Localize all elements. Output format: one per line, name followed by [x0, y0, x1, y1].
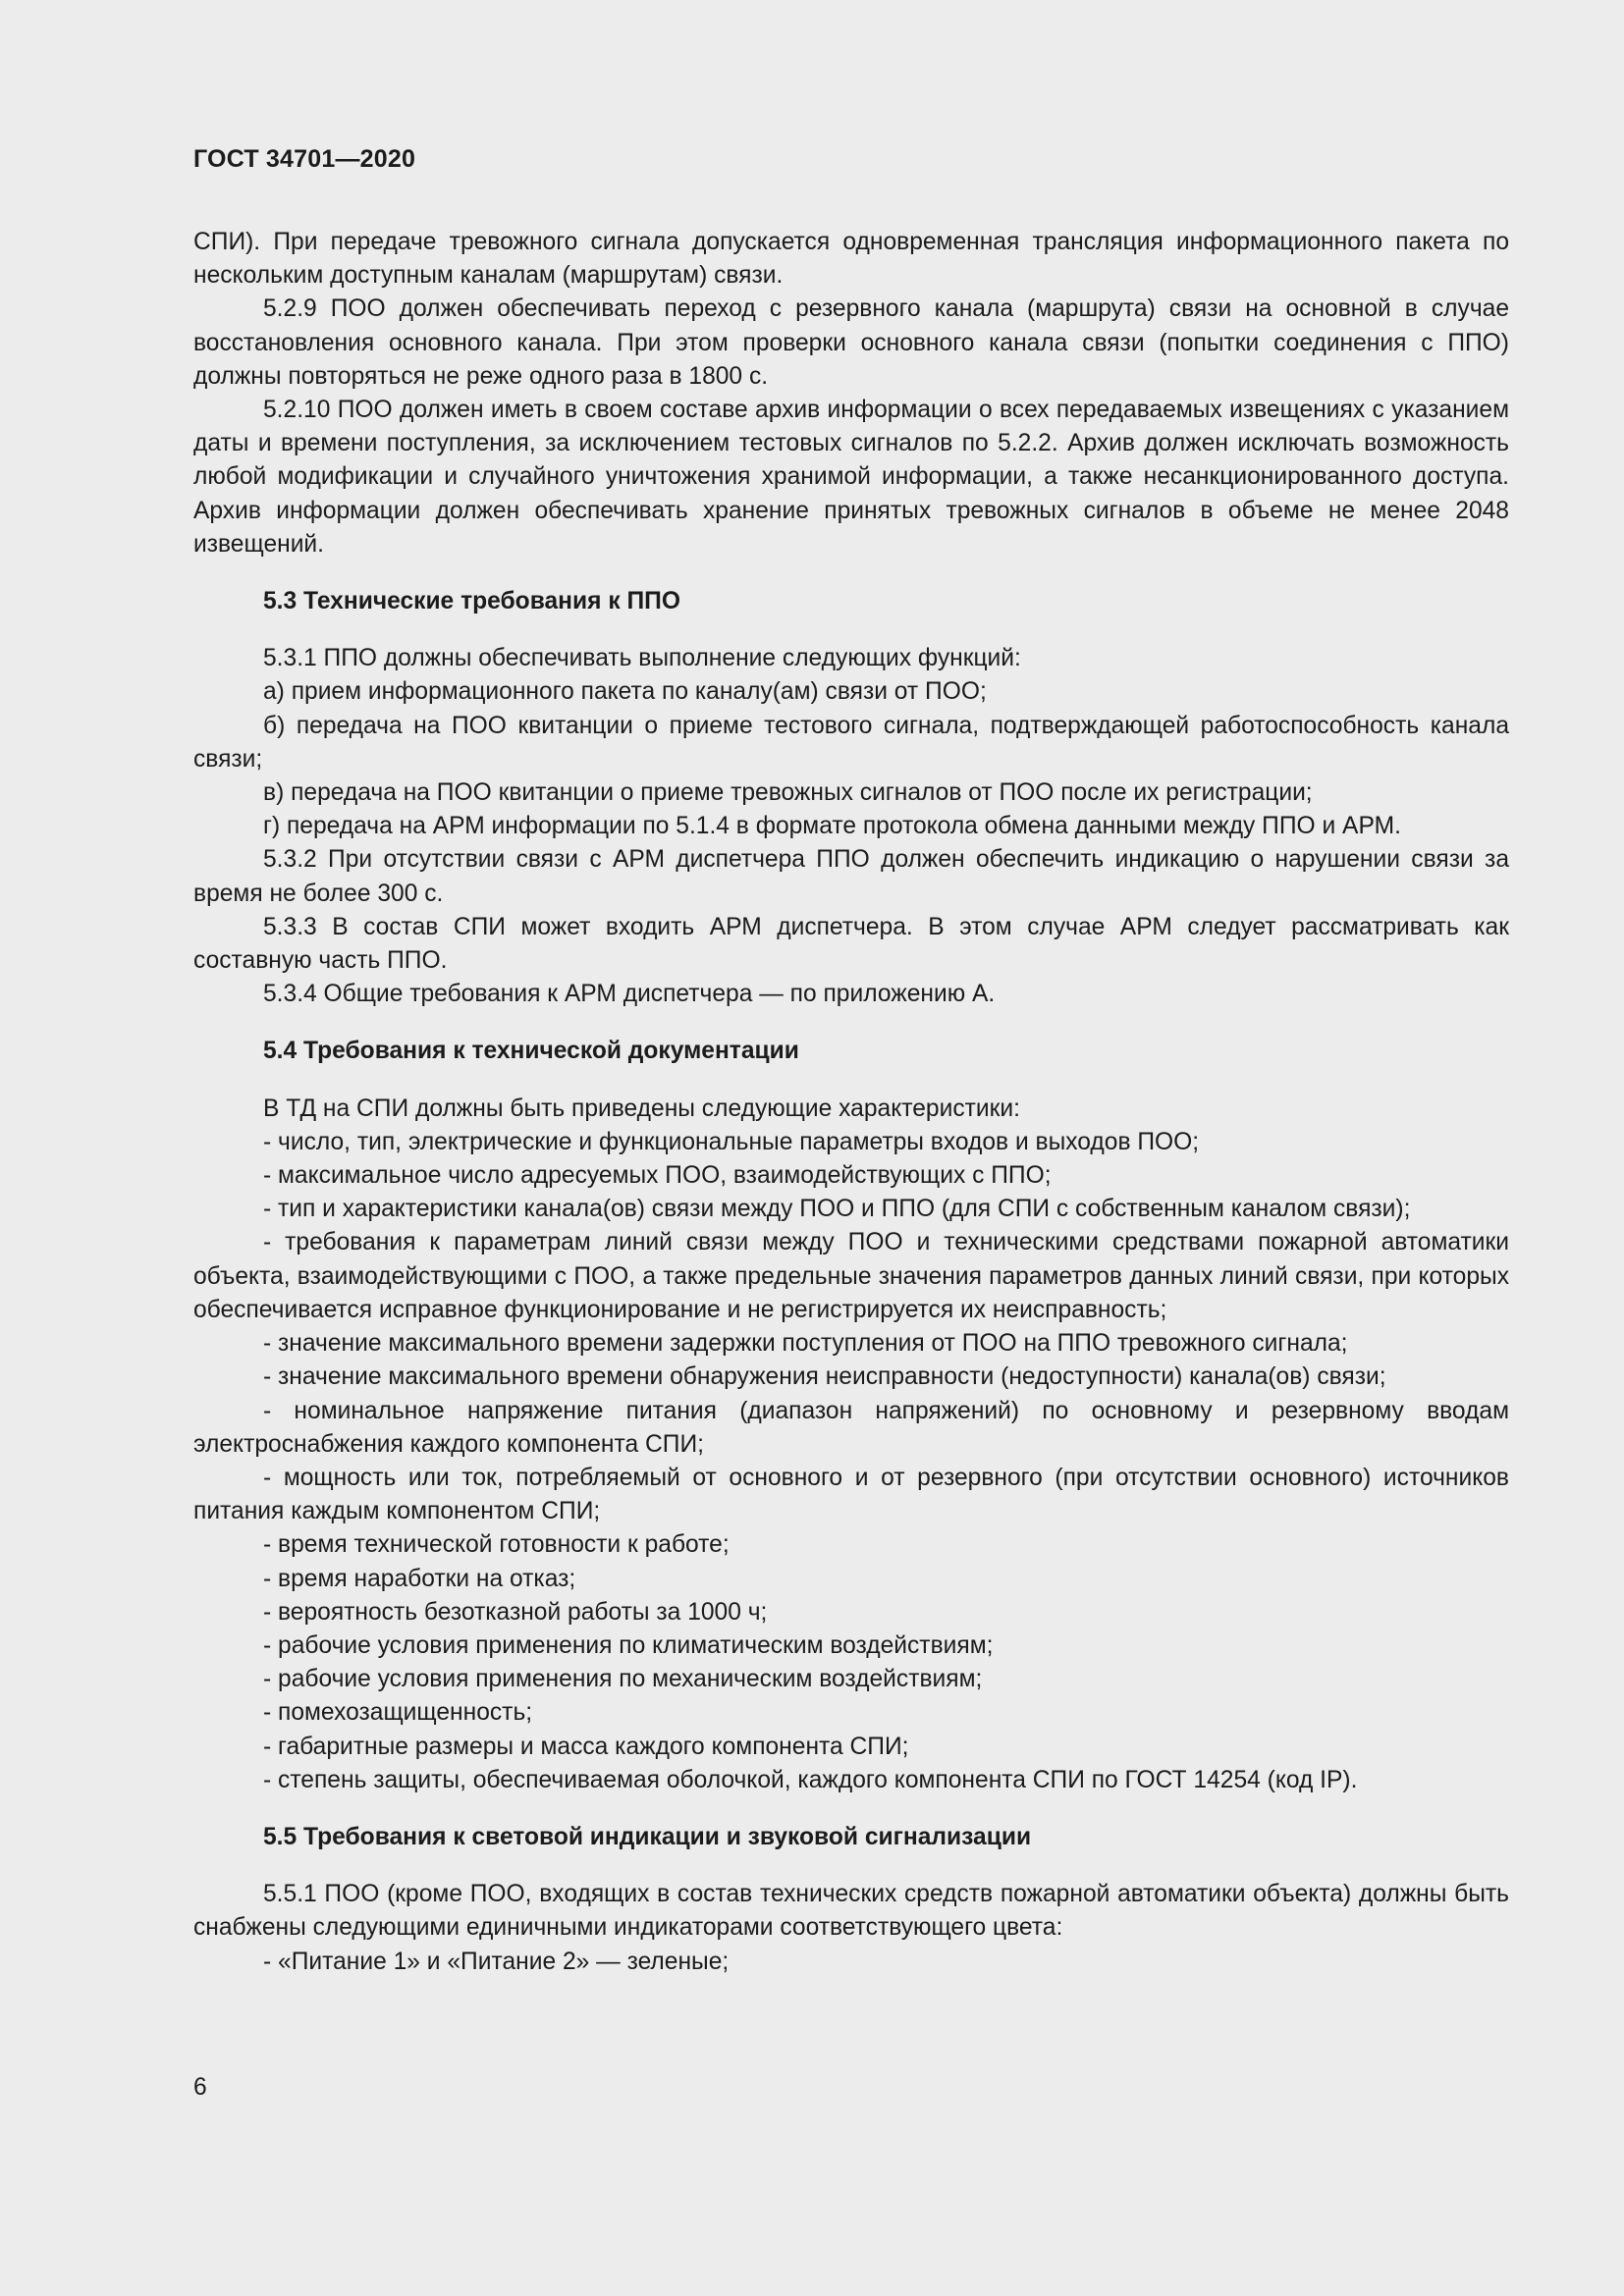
- paragraph: 5.3.2 При отсутствии связи с АРМ диспетчера ППО должен обеспечить индикацию о нарушении связи за время не более 300 с.: [193, 846, 1509, 907]
- list-item: - «Питание 1» и «Питание 2» — зеленые;: [263, 1948, 730, 1975]
- list-item: - максимальное число адресуемых ПОО, взаимодействующих с ППО;: [263, 1162, 1052, 1190]
- paragraph: 5.3.3 В состав СПИ может входить АРМ диспетчера. В этом случае АРМ следует рассматривать как составную часть ППО.: [193, 913, 1509, 975]
- list-item: - тип и характеристики канала(ов) связи между ПОО и ППО (для СПИ с собственным каналом связи);: [263, 1196, 1411, 1223]
- document-code-header: ГОСТ 34701—2020: [193, 145, 416, 173]
- page-number: 6: [193, 2074, 207, 2101]
- list-item: а) прием информационного пакета по каналу(ам) связи от ПОО;: [263, 678, 987, 706]
- list-item: - значение максимального времени задержки поступления от ПОО на ППО тревожного сигнала;: [263, 1330, 1348, 1358]
- paragraph: СПИ). При передаче тревожного сигнала допускается одновременная трансляция информационного пакета по нескольким доступным каналам (маршрутам) связи.: [193, 229, 1509, 290]
- list-item: - значение максимального времени обнаружения неисправности (недоступности) канала(ов) связи;: [263, 1363, 1386, 1391]
- list-item: г) передача на АРМ информации по 5.1.4 в формате протокола обмена данными между ППО и АРМ.: [263, 813, 1401, 840]
- section-heading: 5.3 Технические требования к ППО: [263, 588, 680, 615]
- list-item: - число, тип, электрические и функциональные параметры входов и выходов ПОО;: [263, 1128, 1200, 1155]
- list-item: - рабочие условия применения по механическим воздействиям;: [263, 1666, 983, 1693]
- list-item: - габаритные размеры и масса каждого компонента СПИ;: [263, 1733, 909, 1760]
- list-item: - время наработки на отказ;: [263, 1565, 576, 1592]
- list-item: - степень защиты, обеспечиваемая оболочкой, каждого компонента СПИ по ГОСТ 14254 (код IP).: [263, 1766, 1358, 1793]
- list-item: - требования к параметрам линий связи между ПОО и техническими средствами пожарной автоматики объекта, взаимодействующими с ПОО, а также предельные значения параметров данных линий связи, при которых обеспечивается исправное функционирование и не регистрируется их неисправность;: [193, 1229, 1509, 1323]
- list-item: - помехозащищенность;: [263, 1699, 533, 1727]
- section-heading: 5.5 Требования к световой индикации и звуковой сигнализации: [263, 1823, 1032, 1850]
- paragraph: 5.5.1 ПОО (кроме ПОО, входящих в состав технических средств пожарной автоматики объекта) должны быть снабжены следующими единичными индикаторами соответствующего цвета:: [193, 1881, 1509, 1942]
- paragraph: 5.3.4 Общие требования к АРМ диспетчера — по приложению А.: [263, 981, 996, 1008]
- paragraph: 5.2.9 ПОО должен обеспечивать переход с резервного канала (маршрута) связи на основной в случае восстановления основного канала. При этом проверки основного канала связи (попытки соединения с ППО) должны повторяться не реже одного раза в 1800 с.: [193, 295, 1509, 390]
- list-item: - время технической готовности к работе;: [263, 1531, 730, 1559]
- document-body: [193, 226, 1509, 1979]
- list-item: - номинальное напряжение питания (диапазон напряжений) по основному и резервному вводам электроснабжения каждого компонента СПИ;: [193, 1397, 1509, 1458]
- paragraph: 5.2.10 ПОО должен иметь в своем составе архив информации о всех передаваемых извещениях с указанием даты и времени поступления, за исключением тестовых сигналов по 5.2.2. Архив должен исключать возможность любой модификации и случайного уничтожения хранимой информации, а также несанкционированного доступа. Архив информации должен обеспечивать хранение принятых тревожных сигналов в объеме не менее 2048 извещений.: [193, 397, 1509, 558]
- list-item: - мощность или ток, потребляемый от основного и от резервного (при отсутствии основного) источников питания каждым компонентом СПИ;: [193, 1464, 1509, 1525]
- paragraph: В ТД на СПИ должны быть приведены следующие характеристики:: [263, 1095, 1020, 1122]
- list-item: - вероятность безотказной работы за 1000 ч;: [263, 1598, 768, 1626]
- list-item: б) передача на ПОО квитанции о приеме тестового сигнала, подтверждающей работоспособность канала связи;: [193, 712, 1509, 773]
- list-item: в) передача на ПОО квитанции о приеме тревожных сигналов от ПОО после их регистрации;: [263, 779, 1313, 807]
- paragraph: 5.3.1 ППО должны обеспечивать выполнение следующих функций:: [263, 645, 1021, 672]
- section-heading: 5.4 Требования к технической документации: [263, 1038, 799, 1065]
- list-item: - рабочие условия применения по климатическим воздействиям;: [263, 1631, 994, 1659]
